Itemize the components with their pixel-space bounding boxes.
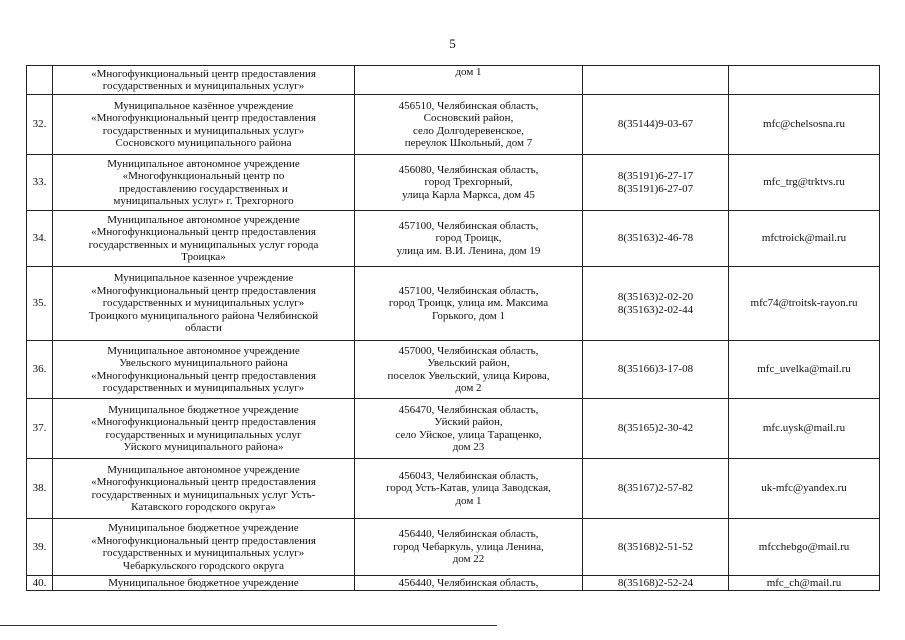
institution-address: 456470, Челябинская область, Уйский район, село Уйское, улица Таращенко, дом 23 [355,399,583,459]
institution-phone: 8(35167)2-57-82 [583,459,729,519]
institution-address: 457000, Челябинская область, Увельский район, поселок Увельский, улица Кирова, дом 2 [355,341,583,399]
institution-email: mfc_uvelka@mail.ru [729,341,880,399]
table-row [27,341,880,399]
institution-phone: 8(35166)3-17-08 [583,341,729,399]
table-row [27,66,880,95]
institution-email: mfc@chelsosna.ru [729,95,880,155]
institution-email [729,66,880,95]
institution-address: дом 1 [355,66,583,95]
institution-email: mfc_trg@trktvs.ru [729,155,880,211]
institution-phone [583,66,729,95]
row-number: 40. [27,576,53,591]
institution-address: 457100, Челябинская область, город Троицк, улица им. Максима Горького, дом 1 [355,267,583,341]
page-number: 5 [449,36,456,51]
institution-name: Муниципальное автономное учреждение Увельского муниципального района «Многофункциональный центр предоставления государственных и муниципальных услуг» [53,341,355,399]
institution-name: Муниципальное казённое учреждение «Многофункциональный центр предоставления государственных и муниципальных услуг» Сосновского муниципального района [53,95,355,155]
table-row [27,399,880,459]
institution-name: Муниципальное бюджетное учреждение [53,576,355,591]
institution-email: mfc74@troitsk-rayon.ru [729,267,880,341]
table-row [27,267,880,341]
row-number: 39. [27,519,53,576]
institution-name: Муниципальное автономное учреждение «Многофункциональный центр по предоставлению государственных и муниципальных услуг» г. Трехгорного [53,155,355,211]
institution-name: Муниципальное бюджетное учреждение «Многофункциональный центр предоставления государственных и муниципальных услуг» Чебаркульского городского округа [53,519,355,576]
table-row [27,576,880,591]
institution-phone: 8(35163)2-46-78 [583,211,729,267]
institution-phone: 8(35163)2-02-20 8(35163)2-02-44 [583,267,729,341]
table-row [27,519,880,576]
institution-name: Муниципальное автономное учреждение «Многофункциональный центр предоставления государственных и муниципальных услуг города Троицка» [53,211,355,267]
institution-address: 456080, Челябинская область, город Трехгорный, улица Карла Маркса, дом 45 [355,155,583,211]
institution-phone: 8(35165)2-30-42 [583,399,729,459]
row-number: 34. [27,211,53,267]
row-number: 36. [27,341,53,399]
institution-email: mfctroick@mail.ru [729,211,880,267]
mfc-registry-table [26,65,880,591]
row-number [27,66,53,95]
institution-address: 456440, Челябинская область, город Чебаркуль, улица Ленина, дом 22 [355,519,583,576]
institution-phone: 8(35144)9-03-67 [583,95,729,155]
institution-address: 456043, Челябинская область, город Усть-Катав, улица Заводская, дом 1 [355,459,583,519]
institution-email: mfcchebgo@mail.ru [729,519,880,576]
row-number: 35. [27,267,53,341]
table-row [27,95,880,155]
row-number: 33. [27,155,53,211]
institution-email: mfc.uysk@mail.ru [729,399,880,459]
table-row [27,155,880,211]
institution-address: 456510, Челябинская область, Сосновский район, село Долгодеревенское, переулок Школьный, дом 7 [355,95,583,155]
row-number: 37. [27,399,53,459]
row-number: 32. [27,95,53,155]
institution-email: uk-mfc@yandex.ru [729,459,880,519]
institution-name: Муниципальное бюджетное учреждение «Многофункциональный центр предоставления государственных и муниципальных услуг Уйского муниципального района» [53,399,355,459]
page-bottom-rule [0,625,497,626]
institution-address: 456440, Челябинская область, [355,576,583,591]
institution-address: 457100, Челябинская область, город Троицк, улица им. В.И. Ленина, дом 19 [355,211,583,267]
institution-phone: 8(35168)2-52-24 [583,576,729,591]
table-row [27,459,880,519]
institution-name: Муниципальное казенное учреждение «Многофункциональный центр предоставления государственных и муниципальных услуг» Троицкого муниципального района Челябинской области [53,267,355,341]
institution-name: Муниципальное автономное учреждение «Многофункциональный центр предоставления государственных и муниципальных услуг Усть- Катавского городского округа» [53,459,355,519]
institution-phone: 8(35191)6-27-17 8(35191)6-27-07 [583,155,729,211]
table-row [27,211,880,267]
institution-name: «Многофункциональный центр предоставления государственных и муниципальных услуг» [53,66,355,95]
row-number: 38. [27,459,53,519]
institution-email: mfc_ch@mail.ru [729,576,880,591]
institution-phone: 8(35168)2-51-52 [583,519,729,576]
